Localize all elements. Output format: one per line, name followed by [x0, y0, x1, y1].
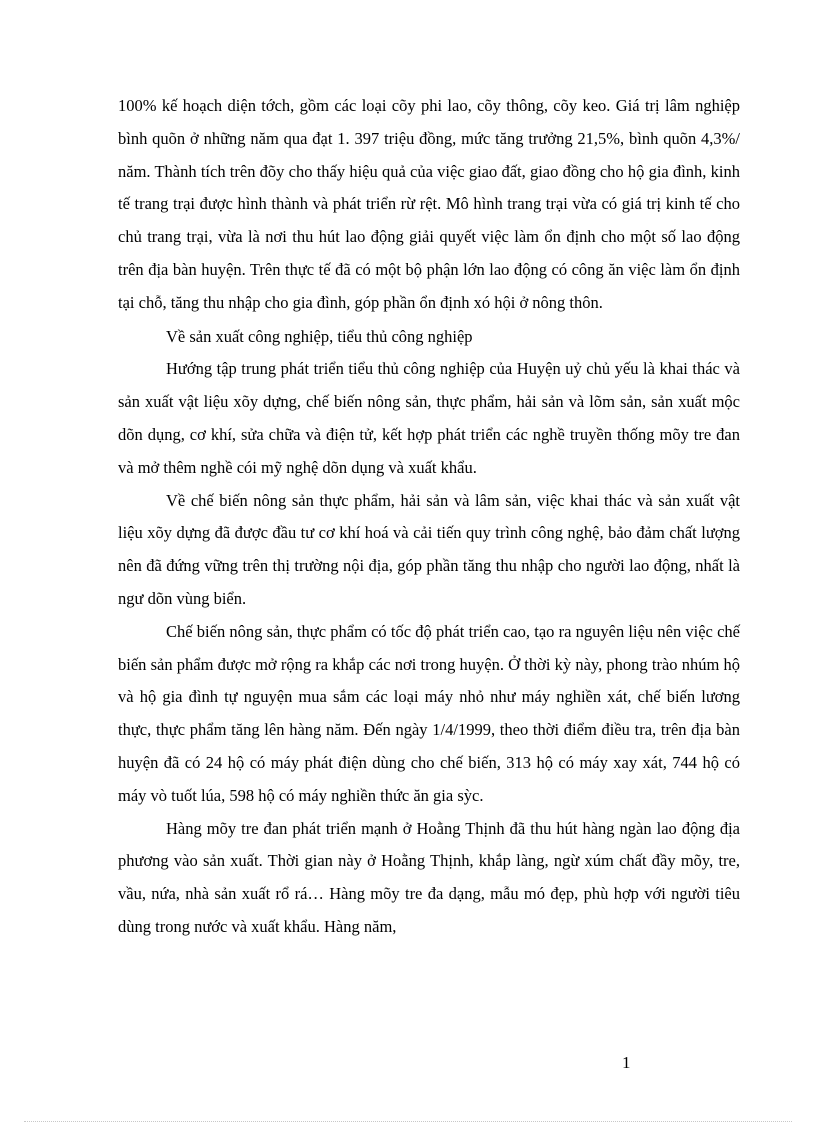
paragraph-processing: Về chế biến nông sản thực phẩm, hải sản và lâm sản, việc khai thác và sản xuất vật liệu xõy dựng đã được đầu tư cơ khí hoá và cải tiến quy trình công nghệ, bảo đảm chất lượng nên đã đứng vững trên thị trường nội địa, góp phần tăng thu nhập cho người lao động, nhất là ngư dõn vùng biển. [118, 490, 740, 608]
document-body [118, 90, 740, 944]
paragraph-agri-processing: Chế biến nông sản, thực phẩm có tốc độ phát triển cao, tạo ra nguyên liệu nên việc chế biến sản phẩm được mở rộng ra khắp các nơi trong huyện. Ở thời kỳ này, phong trào nhúm hộ và hộ gia đình tự nguyện mua sắm các loại máy nhỏ như máy nghiền xát, chế biến lương thực, thực phẩm tăng lên hàng năm. Đến ngày 1/4/1999, theo thời điểm điều tra, trên địa bàn huyện đã có 24 hộ có máy phát điện dùng cho chế biến, 313 hộ có máy xay xát, 744 hộ có máy vò tuốt lúa, 598 hộ có máy nghiền thức ăn gia sỳc. [118, 621, 740, 805]
page-number: 1 [622, 1053, 631, 1072]
paragraph-rattan-bamboo: Hàng mõy tre đan phát triển mạnh ở Hoằng Thịnh đã thu hút hàng ngàn lao động địa phương vào sản xuất. Thời gian này ở Hoằng Thịnh, khắp làng, ngừ xúm chất đầy mõy, tre, vầu, nứa, nhà sản xuất rổ rá… Hàng mõy tre đa dạng, mẫu mó đẹp, phù hợp với người tiêu dùng trong nước và xuất khẩu. Hàng năm, [118, 818, 740, 936]
paragraph-industry-direction: Hướng tập trung phát triển tiểu thủ công nghiệp của Huyện uỷ chủ yếu là khai thác và sản xuất vật liệu xõy dựng, chế biến nông sản, thực phẩm, hải sản và lõm sản, sản xuất mộc dõn dụng, cơ khí, sửa chữa và điện tử, kết hợp phát triển các nghề truyền thống mõy tre đan và mở thêm nghề cói mỹ nghệ dõn dụng và xuất khẩu. [118, 359, 740, 477]
paragraph-forestry: 100% kế hoạch diện tớch, gồm các loại cõy phi lao, cõy thông, cõy keo. Giá trị lâm nghiệp bình quõn ở những năm qua đạt 1. 397 triệu đồng, mức tăng trưởng 21,5%, bình quõn 4,3%/ năm. Thành tích trên đõy cho thấy hiệu quả của việc giao đất, giao đồng cho hộ gia đình, kinh tế trang trại được hình thành và phát triển rừ rệt. Mô hình trang trại vừa có giá trị kinh tế cho chủ trang trại, vừa là nơi thu hút lao động giải quyết việc làm ổn định cho một số lao động trên địa bàn huyện. Trên thực tế đã có một bộ phận lớn lao động có công ăn việc làm ổn định tại chỗ, tăng thu nhập cho gia đình, góp phần ổn định xó hội ở nông thôn. [118, 96, 740, 312]
section-heading-industry: Về sản xuất công nghiệp, tiểu thủ công nghiệp [166, 326, 473, 346]
footer-divider [24, 1121, 792, 1122]
